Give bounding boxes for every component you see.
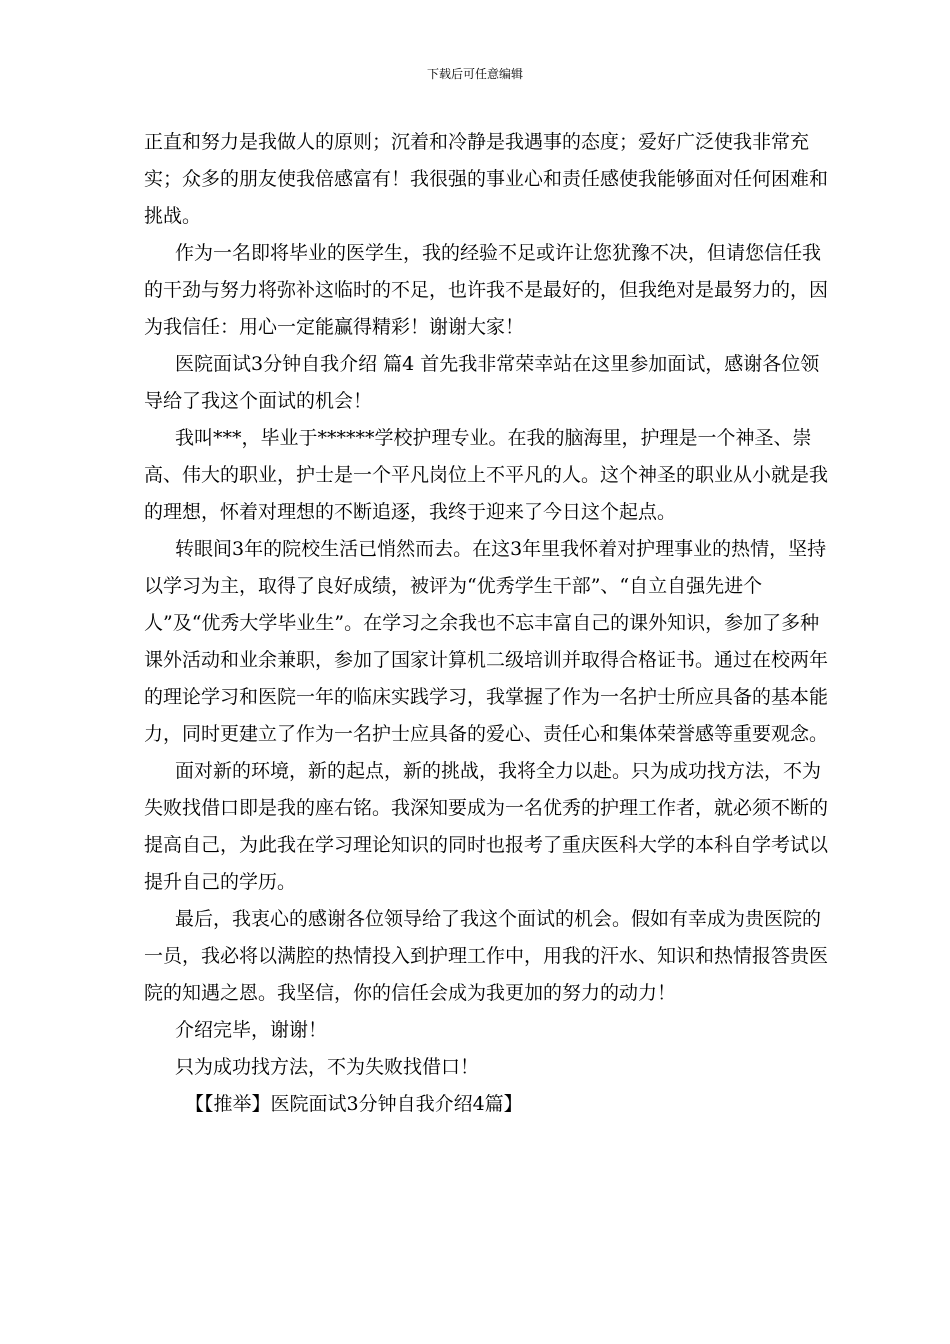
paragraph-name-school: 我叫***，毕业于******学校护理专业。在我的脑海里，护理是一个神圣、崇高、伟大的职业，护士是一个平凡岗位上不平凡的人。这个神圣的职业从小就是我的理想，怀着对理想的不断追逐，我终于迎来了今日这个起点。 <box>144 427 829 523</box>
paragraph-new-challenge: 面对新的环境，新的起点，新的挑战，我将全力以赴。只为成功找方法，不为失败找借口即是我的座右铭。我深知要成为一名优秀的护理工作者，就必须不断的提高自己，为此我在学习理论知识的同时也报考了重庆医科大学的本科自学考试以提升自己的学历。 <box>144 760 829 893</box>
paragraph-closing-thanks: 最后，我衷心的感谢各位领导给了我这个面试的机会。假如有幸成为贵医院的一员，我必将以满腔的热情投入到护理工作中，用我的汗水、知识和热情报答贵医院的知遇之恩。我坚信，你的信任会成为我更加的努力的动力！ <box>144 908 829 1004</box>
page-header: 下载后可任意编辑 <box>426 67 523 81</box>
paragraph-article-4-intro: 医院面试3分钟自我介绍 篇4 首先我非常荣幸站在这里参加面试，感谢各位领导给了我这个面试的机会！ <box>144 353 820 412</box>
document-body <box>144 124 834 1123</box>
document-footer-title: 【【推举】医院面试3分钟自我介绍4篇】 <box>185 1093 523 1115</box>
paragraph-principles: 正直和努力是我做人的原则；沉着和冷静是我遇事的态度；爱好广泛使我非常充实；众多的朋友使我倍感富有！我很强的事业心和责任感使我能够面对任何困难和挑战。 <box>144 131 829 227</box>
paragraph-intro-done: 介绍完毕，谢谢！ <box>175 1019 328 1041</box>
paragraph-motto: 只为成功找方法，不为失败找借口！ <box>175 1056 480 1078</box>
paragraph-college-life: 转眼间3年的院校生活已悄然而去。在这3年里我怀着对护理事业的热情，坚持以学习为主，取得了良好成绩，被评为“优秀学生干部”、“自立自强先进个人”及“优秀大学毕业生”。在学习之余我也不忘丰富自己的课外知识，参加了多种课外活动和业余兼职，参加了国家计算机二级培训并取得合格证书。通过在校两年的理论学习和医院一年的临床实践学习，我掌握了作为一名护士所应具备的基本能力，同时更建立了作为一名护士应具备的爱心、责任心和集体荣誉感等重要观念。 <box>144 538 829 745</box>
paragraph-medical-student: 作为一名即将毕业的医学生，我的经验不足或许让您犹豫不决，但请您信任我的干劲与努力将弥补这临时的不足，也许我不是最好的，但我绝对是最努力的，因为我信任：用心一定能赢得精彩！谢谢大家！ <box>144 242 829 338</box>
